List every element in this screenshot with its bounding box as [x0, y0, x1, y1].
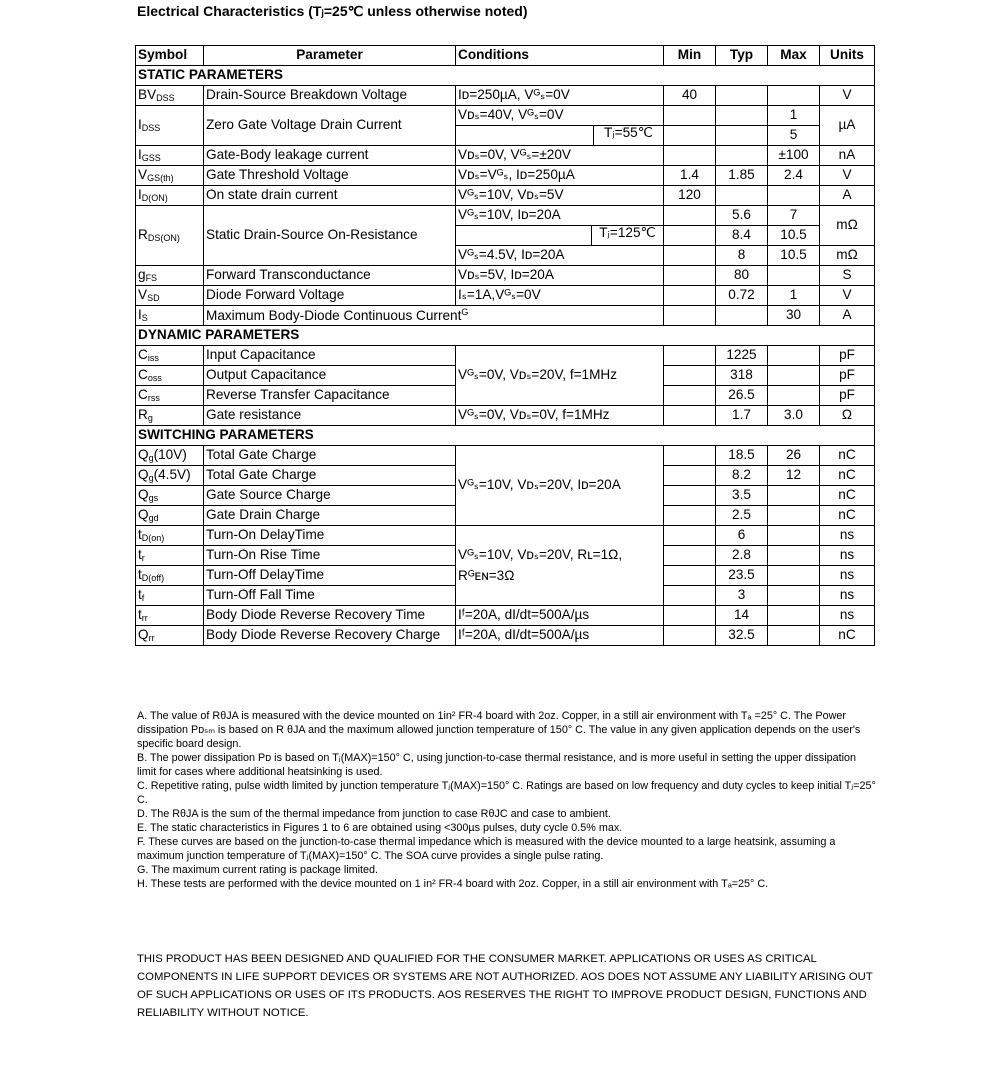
- table-row: [136, 106, 875, 126]
- cond-idss-1: Vᴅₛ=40V, Vᴳₛ=0V: [456, 106, 664, 126]
- cond-rdson-3: Vᴳₛ=4.5V, Iᴅ=20A: [456, 246, 664, 266]
- param-rdson: Static Drain-Source On-Resistance: [204, 206, 456, 266]
- cond-rg: Vᴳₛ=0V, Vᴅₛ=0V, f=1MHz: [456, 406, 664, 426]
- param-vsd: Diode Forward Voltage: [204, 286, 456, 306]
- param-idss: Zero Gate Voltage Drain Current: [204, 106, 456, 146]
- param-qgd: Gate Drain Charge: [204, 506, 456, 526]
- unit-igss: nA: [820, 146, 875, 166]
- table-header-row: [136, 46, 875, 66]
- table-row: [136, 266, 875, 286]
- symbol-gfs: $g_{FS}$: [136, 266, 204, 286]
- typ-vsd: 0.72: [716, 286, 768, 306]
- unit-vsd: V: [820, 286, 875, 306]
- symbol-bvdss: $BV_{DSS}$: [136, 86, 204, 106]
- symbol-coss: $C_{oss}$: [136, 366, 204, 386]
- typ-qg45: 8.2: [716, 466, 768, 486]
- cond-qrr: Iᶠ=20A, dI/dt=500A/µs: [456, 626, 664, 646]
- symbol-ciss: $C_{iss}$: [136, 346, 204, 366]
- typ-ciss: 1225: [716, 346, 768, 366]
- typ-tdon: 6: [716, 526, 768, 546]
- unit-tf: ns: [820, 586, 875, 606]
- param-qg45: Total Gate Charge: [204, 466, 456, 486]
- max-is: 30: [768, 306, 820, 326]
- param-is: Maximum Body-Diode Continuous Current$^G$: [204, 306, 664, 326]
- cond-gfs: Vᴅₛ=5V, Iᴅ=20A: [456, 266, 664, 286]
- typ-vgsth: 1.85: [716, 166, 768, 186]
- typ-rdson-2: 8.4: [716, 226, 768, 246]
- param-rg: Gate resistance: [204, 406, 456, 426]
- table-row: [136, 306, 875, 326]
- max-idss-1: 1: [768, 106, 820, 126]
- unit-rdson-3: mΩ: [820, 246, 875, 266]
- param-ciss: Input Capacitance: [204, 346, 456, 366]
- param-qgs: Gate Source Charge: [204, 486, 456, 506]
- table-row: [136, 206, 875, 226]
- table-row: [136, 166, 875, 186]
- typ-coss: 318: [716, 366, 768, 386]
- param-igss: Gate-Body leakage current: [204, 146, 456, 166]
- cond-switching: Vᴳₛ=10V, Vᴅₛ=20V, Rʟ=1Ω, Rᴳᴇɴ=3Ω: [456, 526, 664, 606]
- param-tdoff: Turn-Off DelayTime: [204, 566, 456, 586]
- min-idon: 120: [664, 186, 716, 206]
- header-max: Max: [768, 46, 820, 66]
- footnote-f: F. These curves are based on the junction-to-case thermal impedance which is measured with the device mounted to a large heatsink, assuming a maximum junction temperature of Tⱼ(MAX)=150° C. The SOA curve provides a single pulse rating.: [137, 836, 836, 862]
- max-rdson-2: 10.5: [768, 226, 820, 246]
- symbol-idon: $I_{D(ON)}$: [136, 186, 204, 206]
- param-tf: Turn-Off Fall Time: [204, 586, 456, 606]
- unit-idss: µA: [820, 106, 875, 146]
- symbol-tdon: $t_{D(on)}$: [136, 526, 204, 546]
- typ-tf: 3: [716, 586, 768, 606]
- section-static: STATIC PARAMETERS: [136, 66, 875, 86]
- typ-tr: 2.8: [716, 546, 768, 566]
- max-qg45: 12: [768, 466, 820, 486]
- min-bvdss: 40: [664, 86, 716, 106]
- table-row: [136, 526, 875, 546]
- cond-igss: Vᴅₛ=0V, Vᴳₛ=±20V: [456, 146, 664, 166]
- cond-idon: Vᴳₛ=10V, Vᴅₛ=5V: [456, 186, 664, 206]
- max-qg10: 26: [768, 446, 820, 466]
- table-row: [136, 346, 875, 366]
- param-tr: Turn-On Rise Time: [204, 546, 456, 566]
- typ-rdson-1: 5.6: [716, 206, 768, 226]
- symbol-qgd: $Q_{gd}$: [136, 506, 204, 526]
- typ-trr: 14: [716, 606, 768, 626]
- max-idss-2: 5: [768, 126, 820, 146]
- symbol-tdoff: $t_{D(off)}$: [136, 566, 204, 586]
- footnote-e: E. The static characteristics in Figures 1 to 6 are obtained using <300µs pulses, duty cycle 0.5% max.: [137, 822, 623, 834]
- typ-crss: 26.5: [716, 386, 768, 406]
- symbol-tf: $t_f$: [136, 586, 204, 606]
- unit-tdon: ns: [820, 526, 875, 546]
- cond-capacitance: Vᴳₛ=0V, Vᴅₛ=20V, f=1MHz: [456, 346, 664, 406]
- max-rg: 3.0: [768, 406, 820, 426]
- header-symbol: Symbol: [136, 46, 204, 66]
- param-idon: On state drain current: [204, 186, 456, 206]
- table-row: [136, 446, 875, 466]
- unit-vgsth: V: [820, 166, 875, 186]
- table-row: [136, 186, 875, 206]
- cond-vgsth: Vᴅₛ=Vᴳₛ, Iᴅ=250µA: [456, 166, 664, 186]
- section-dynamic: DYNAMIC PARAMETERS: [136, 326, 875, 346]
- symbol-vsd: $V_{SD}$: [136, 286, 204, 306]
- typ-gfs: 80: [716, 266, 768, 286]
- typ-qgs: 3.5: [716, 486, 768, 506]
- footnote-a: A. The value of RθJA is measured with the device mounted on 1in² FR-4 board with 2oz. Copper, in a still air environment with Tₐ =25° C. The Power dissipation Pᴅₛₘ is based on R θJA and the maximum allowed junction temperature of 150° C. The value in any given application depends on the user's specific board design.: [137, 710, 861, 750]
- typ-rdson-3: 8: [716, 246, 768, 266]
- param-bvdss: Drain-Source Breakdown Voltage: [204, 86, 456, 106]
- symbol-crss: $C_{rss}$: [136, 386, 204, 406]
- param-qg10: Total Gate Charge: [204, 446, 456, 466]
- table-row: [136, 606, 875, 626]
- footnote-d: D. The RθJA is the sum of the thermal impedance from junction to case RθJC and case to ambient.: [137, 808, 611, 820]
- unit-is: A: [820, 306, 875, 326]
- header-conditions: Conditions: [456, 46, 664, 66]
- symbol-qrr: $Q_{rr}$: [136, 626, 204, 646]
- param-crss: Reverse Transfer Capacitance: [204, 386, 456, 406]
- typ-qgd: 2.5: [716, 506, 768, 526]
- symbol-vgsth: $V_{GS(th)}$: [136, 166, 204, 186]
- cond-vsd: Iₛ=1A,Vᴳₛ=0V: [456, 286, 664, 306]
- header-units: Units: [820, 46, 875, 66]
- symbol-rdson: $R_{DS(ON)}$: [136, 206, 204, 266]
- param-coss: Output Capacitance: [204, 366, 456, 386]
- cond-trr: Iᶠ=20A, dI/dt=500A/µs: [456, 606, 664, 626]
- unit-qg10: nC: [820, 446, 875, 466]
- table-row: [136, 146, 875, 166]
- max-rdson-3: 10.5: [768, 246, 820, 266]
- symbol-rg: $R_g$: [136, 406, 204, 426]
- symbol-idss: $I_{DSS}$: [136, 106, 204, 146]
- typ-qg10: 18.5: [716, 446, 768, 466]
- unit-crss: pF: [820, 386, 875, 406]
- unit-tdoff: ns: [820, 566, 875, 586]
- unit-qgd: nC: [820, 506, 875, 526]
- cond-rdson-2: Tⱼ=125℃: [591, 226, 663, 245]
- unit-tr: ns: [820, 546, 875, 566]
- disclaimer: THIS PRODUCT HAS BEEN DESIGNED AND QUALIFIED FOR THE CONSUMER MARKET. APPLICATIONS OR USES AS CRITICAL COMPONENTS IN LIFE SUPPORT DEVICES OR SYSTEMS ARE NOT AUTHORIZED. AOS DOES NOT ASSUME ANY LIABILITY ARISING OUT OF SUCH APPLICATIONS OR USES OF ITS PRODUCTS. AOS RESERVES THE RIGHT TO IMPROVE PRODUCT DESIGN, FUNCTIONS AND RELIABILITY WITHOUT NOTICE.: [137, 953, 873, 1019]
- symbol-igss: $I_{GSS}$: [136, 146, 204, 166]
- cond-idss-2: Tⱼ=55℃: [593, 126, 663, 145]
- unit-ciss: pF: [820, 346, 875, 366]
- page-title: Electrical Characteristics (Tⱼ=25℃ unless otherwise noted): [137, 3, 528, 19]
- header-min: Min: [664, 46, 716, 66]
- header-typ: Typ: [716, 46, 768, 66]
- cond-rdson-1: Vᴳₛ=10V, Iᴅ=20A: [456, 206, 664, 226]
- table-row: [136, 626, 875, 646]
- unit-qgs: nC: [820, 486, 875, 506]
- typ-tdoff: 23.5: [716, 566, 768, 586]
- symbol-qg45: $Q_g(4.5V)$: [136, 466, 204, 486]
- header-parameter: Parameter: [204, 46, 456, 66]
- table-row: [136, 286, 875, 306]
- unit-idon: A: [820, 186, 875, 206]
- max-rdson-1: 7: [768, 206, 820, 226]
- typ-rg: 1.7: [716, 406, 768, 426]
- footnotes: [137, 709, 877, 891]
- table-row: [136, 406, 875, 426]
- param-tdon: Turn-On DelayTime: [204, 526, 456, 546]
- footnote-h: H. These tests are performed with the device mounted on 1 in² FR-4 board with 2oz. Copper, in a still air environment with Tₐ=25° C.: [137, 878, 769, 890]
- param-qrr: Body Diode Reverse Recovery Charge: [204, 626, 456, 646]
- unit-bvdss: V: [820, 86, 875, 106]
- param-vgsth: Gate Threshold Voltage: [204, 166, 456, 186]
- section-switching: SWITCHING PARAMETERS: [136, 426, 875, 446]
- max-igss: ±100: [768, 146, 820, 166]
- table-row: [136, 86, 875, 106]
- unit-qrr: nC: [820, 626, 875, 646]
- unit-gfs: S: [820, 266, 875, 286]
- unit-rdson-1: mΩ: [820, 206, 875, 246]
- unit-qg45: nC: [820, 466, 875, 486]
- max-vsd: 1: [768, 286, 820, 306]
- footnote-b: B. The power dissipation Pᴅ is based on Tⱼ(MAX)=150° C, using junction-to-case thermal resistance, and is more useful in setting the upper dissipation limit for cases where additional heatsinking is used.: [137, 752, 857, 778]
- symbol-tr: $t_r$: [136, 546, 204, 566]
- unit-trr: ns: [820, 606, 875, 626]
- electrical-characteristics-table: [135, 45, 875, 646]
- unit-rg: Ω: [820, 406, 875, 426]
- cond-gate-charge: Vᴳₛ=10V, Vᴅₛ=20V, Iᴅ=20A: [456, 446, 664, 526]
- min-vgsth: 1.4: [664, 166, 716, 186]
- footnote-g: G. The maximum current rating is package limited.: [137, 864, 379, 876]
- max-vgsth: 2.4: [768, 166, 820, 186]
- cond-bvdss: Iᴅ=250µA, Vᴳₛ=0V: [456, 86, 664, 106]
- symbol-qg10: $Q_g(10V)$: [136, 446, 204, 466]
- param-gfs: Forward Transconductance: [204, 266, 456, 286]
- unit-coss: pF: [820, 366, 875, 386]
- footnote-c: C. Repetitive rating, pulse width limited by junction temperature Tⱼ(MAX)=150° C. Ratings are based on low frequency and duty cycles to keep initial Tⱼ=25° C.: [137, 780, 876, 806]
- symbol-trr: $t_{rr}$: [136, 606, 204, 626]
- symbol-is: $I_S$: [136, 306, 204, 326]
- symbol-qgs: $Q_{gs}$: [136, 486, 204, 506]
- param-trr: Body Diode Reverse Recovery Time: [204, 606, 456, 626]
- typ-qrr: 32.5: [716, 626, 768, 646]
